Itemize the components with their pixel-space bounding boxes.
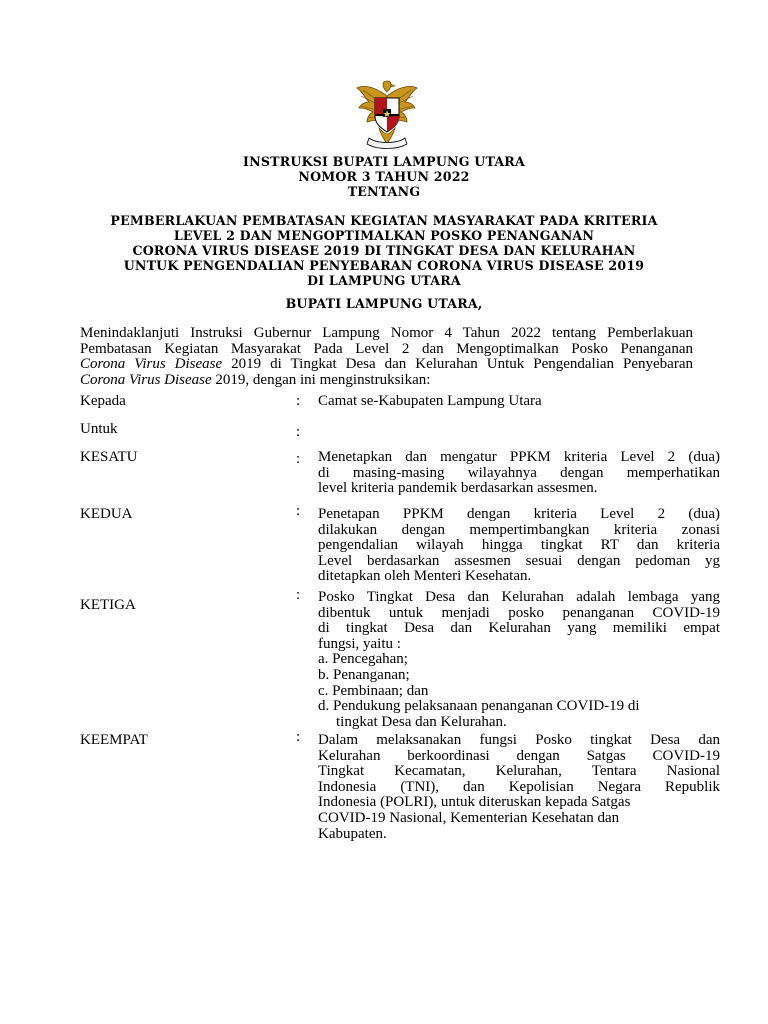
body-line: Indonesia (POLRI), untuk diteruskan kepada Satgas [318, 794, 631, 811]
section-colon: : [296, 729, 301, 745]
body-line: level kriteria pandemik berdasarkan assesmen. [318, 480, 598, 497]
title-line: CORONA VIRUS DISEASE 2019 DI TINGKAT DESA DAN KELURAHAN [132, 243, 636, 258]
section-body [318, 733, 720, 842]
section-body [318, 450, 720, 497]
issuer-line: BUPATI LAMPUNG UTARA, [285, 296, 483, 311]
header-line: INSTRUKSI BUPATI LAMPUNG UTARA [243, 154, 525, 169]
intro-line [80, 357, 693, 373]
body-line: dibentuk untuk menjadi posko penanganan COVID-19 [318, 604, 720, 621]
intro-line [80, 373, 693, 389]
section-label: KEDUA [80, 506, 133, 522]
header-line: NOMOR 3 TAHUN 2022 [298, 169, 470, 184]
section-colon: : [296, 503, 301, 519]
body-line: fungsi, yaitu : [318, 635, 401, 652]
title-line: DI LAMPUNG UTARA [307, 273, 461, 288]
list-item: b. Penanganan; [318, 666, 410, 683]
title-line: PEMBERLAKUAN PEMBATASAN KEGIATAN MASYARAKAT PADA KRITERIA [110, 213, 658, 228]
body-line: di masing-masing wilayahnya dengan memperhatikan [318, 464, 720, 481]
body-line: Kelurahan berkoordinasi dengan Satgas COVID-19 [318, 747, 720, 764]
title-line: UNTUK PENGENDALIAN PENYEBARAN CORONA VIRUS DISEASE 2019 [123, 258, 645, 273]
body-line: Indonesia (TNI), dan Kepolisian Negara Republik [318, 778, 720, 795]
body-line: Posko Tingkat Desa dan Kelurahan adalah lembaga yang [318, 589, 720, 605]
body-line: Level berdasarkan assesmen sesuai dengan pedoman yg [318, 552, 720, 569]
section-label: Untuk [80, 421, 118, 437]
body-line: Menetapkan dan mengatur PPKM kriteria Level 2 (dua) [318, 449, 720, 465]
intro-line: Menindaklanjuti Instruksi Gubernur Lampung Nomor 4 Tahun 2022 tentang Pemberlakuan [80, 325, 693, 341]
issuer-heading [0, 296, 768, 311]
header-line: TENTANG [347, 184, 421, 199]
intro-text: 2019 di Tingkat Desa dan Kelurahan Untuk Pengendalian Penyebaran [222, 356, 693, 373]
body-line: di tingkat Desa dan Kelurahan yang memiliki empat [318, 620, 720, 637]
body-line: Dalam melaksanakan fungsi Posko tingkat Desa dan [318, 732, 720, 748]
list-item-continuation: tingkat Desa dan Kelurahan. [336, 713, 507, 730]
section-body [318, 590, 720, 730]
section-colon: : [296, 587, 301, 603]
body-line: ditetapkan oleh Menteri Kesehatan. [318, 568, 532, 585]
document-header [0, 154, 768, 199]
intro-paragraph [80, 326, 693, 388]
section-colon: : [296, 393, 301, 409]
list-item: d. Pendukung pelaksanaan penanganan COVID-19 di [318, 698, 640, 715]
body-line: COVID-19 Nasional, Kementerian Kesehatan dan [318, 809, 620, 826]
section-label: KETIGA [80, 597, 136, 613]
body-line: pengendalian wilayah hingga tingkat RT dan kriteria [318, 537, 720, 554]
section-label: Kepada [80, 393, 126, 409]
garuda-emblem-icon [355, 78, 419, 152]
body-line: Camat se-Kabupaten Lampung Utara [318, 393, 542, 409]
document-title [0, 213, 768, 288]
section-colon: : [296, 424, 301, 440]
list-item: c. Pembinaan; dan [318, 682, 429, 699]
section-body [318, 394, 720, 410]
body-line: Penetapan PPKM dengan kriteria Level 2 (dua) [318, 506, 720, 522]
intro-line: Pembatasan Kegiatan Masyarakat Pada Level 2 dan Mengoptimalkan Posko Penanganan [80, 340, 693, 357]
section-label: KESATU [80, 449, 138, 465]
intro-text: 2019, dengan ini menginstruksikan: [211, 371, 431, 388]
section-body [318, 507, 720, 585]
title-line: LEVEL 2 DAN MENGOPTIMALKAN POSKO PENANGANAN [173, 228, 595, 243]
body-line: Kabupaten. [318, 825, 387, 842]
body-line: Tingkat Kecamatan, Kelurahan, Tentara Nasional [318, 763, 720, 780]
section-colon: : [296, 451, 301, 467]
list-item: a. Pencegahan; [318, 651, 408, 668]
intro-italic: Corona Virus Disease [80, 371, 212, 388]
section-label: KEEMPAT [80, 732, 148, 748]
intro-italic: Corona Virus Disease [80, 356, 223, 373]
body-line: dilakukan dengan mempertimbangkan kriteria zonasi [318, 521, 720, 538]
